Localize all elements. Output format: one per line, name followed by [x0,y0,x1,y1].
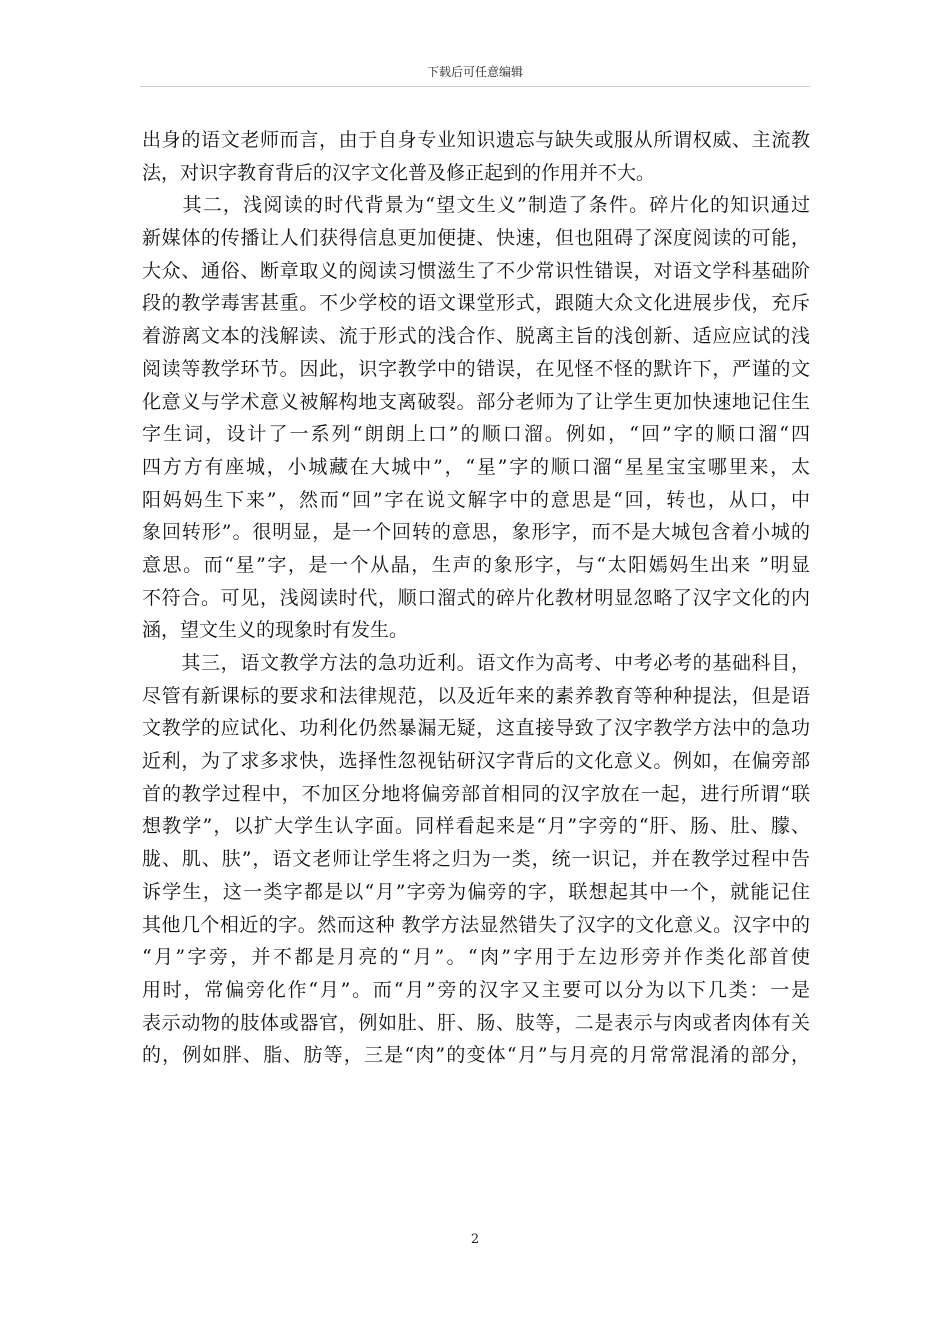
text-line: 其他几个相近的字。然而这种 教学方法显然错失了汉字的文化意义。汉字中的 [142,913,810,936]
text-line: 的，例如胖、脂、肪等，三是“肉”的变体“月”与月亮的月常常混淆的部分， [142,1044,810,1067]
text-line: 字生词，设计了一系列“朗朗上口”的顺口溜。例如，“回”字的顺口溜“四 [142,423,810,446]
text-line: 表示动物的肢体或器官，例如肚、肝、肠、肢等，二是表示与肉或者肉体有关 [142,1011,810,1034]
text-line: 四方方有座城，小城藏在大城中”，“星”字的顺口溜“星星宝宝哪里来，太 [142,455,810,478]
text-line: 近利，为了求多求快，选择性忽视钻研汉字背后的文化意义。例如，在偏旁部 [142,750,810,773]
text-line: 着游离文本的浅解读、流于形式的浅合作、脱离主旨的浅创新、适应应试的浅 [142,325,810,348]
text-line: 其二，浅阅读的时代背景为“望文生义”制造了条件。碎片化的知识通过 [142,194,810,217]
text-line: 用时，常偏旁化作“月”。而“月”旁的汉字又主要可以分为以下几类：一是 [142,978,810,1001]
text-line: 出身的语文老师而言，由于自身专业知识遗忘与缺失或服从所谓权威、主流教 [142,129,810,151]
text-line: 尽管有新课标的要求和法律规范，以及近年来的素养教育等种种提法，但是语 [142,684,810,707]
text-line: 首的教学过程中，不加区分地将偏旁部首相同的汉字放在一起，进行所谓“联 [142,782,810,805]
text-line: 不符合。可见，浅阅读时代，顺口溜式的碎片化教材明显忽略了汉字文化的内 [142,586,810,609]
text-line: 意思。而“星”字，是一个从晶，生声的象形字，与“太阳嫣妈生出来 ”明显 [142,553,810,576]
text-line: 化意义与学术意义被解构地支离破裂。部分老师为了让学生更加快速地记住生 [142,390,810,413]
text-line: 象回转形”。很明显，是一个回转的意思，象形字，而不是大城包含着小城的 [142,521,810,544]
page-header: 下载后可任意编辑 [426,65,523,79]
text-line: 胧、肌、肤”，语文老师让学生将之归为一类，统一识记，并在教学过程中告 [142,848,810,871]
text-line: 诉学生，这一类字都是以“月”字旁为偏旁的字，联想起其中一个，就能记住 [142,880,810,903]
text-line: 涵，望文生义的现象时有发生。 [142,619,409,642]
text-line: 阅读等教学环节。因此，识字教学中的错误，在见怪不怪的默许下，严谨的文 [142,357,810,380]
header-divider [140,86,810,87]
text-line: 文教学的应试化、功利化仍然暴漏无疑，这直接导致了汉字教学方法中的急功 [142,717,810,740]
text-line: 新媒体的传播让人们获得信息更加便捷、快速，但也阻碍了深度阅读的可能， [142,227,810,250]
text-line: 法，对识字教育背后的汉字文化普及修正起到的作用并不大。 [142,161,656,184]
text-line: 其三，语文教学方法的急功近利。语文作为高考、中考必考的基础科目， [142,652,810,674]
document-body [142,124,810,1072]
text-line: 想教学”，以扩大学生认字面。同样看起来是“月”字旁的“肝、肠、肚、朦、 [142,815,810,838]
page-number: 2 [470,1232,480,1247]
text-line: 大众、通俗、断章取义的阅读习惯滋生了不少常识性错误，对语文学科基础阶 [142,259,810,282]
text-line: 段的教学毒害甚重。不少学校的语文课堂形式，跟随大众文化进展步伐，充斥 [142,292,810,315]
text-line: 阳妈妈生下来”，然而“回”字在说文解字中的意思是“回，转也，从口，中 [142,488,810,511]
text-line: “月”字旁，并不都是月亮的“月”。“肉”字用于左边形旁并作类化部首使 [142,946,810,969]
